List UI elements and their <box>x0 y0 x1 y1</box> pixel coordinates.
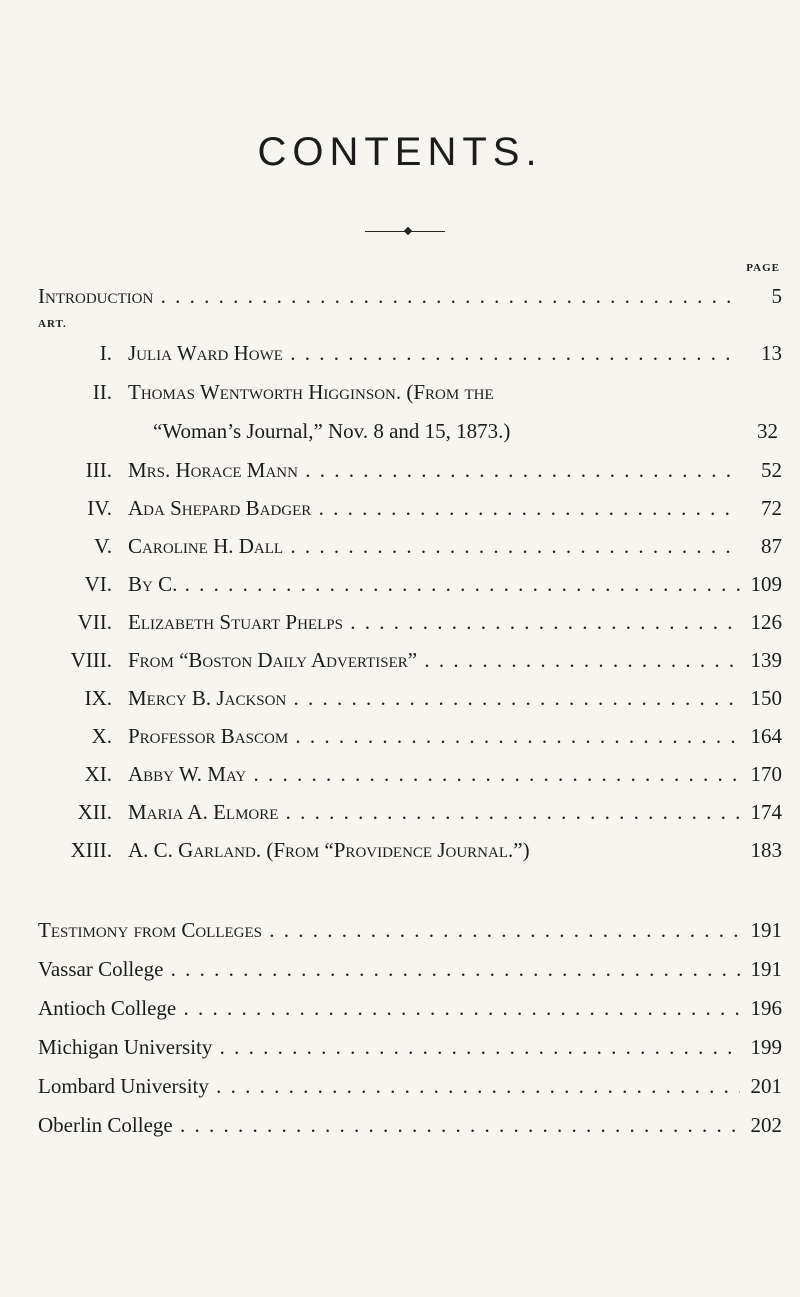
toc-entry-label: Professor Bascom . . . <box>128 718 740 754</box>
toc-entry-label: Maria A. Elmore . . . <box>128 794 740 830</box>
toc-entry <box>0 832 800 868</box>
toc-entry-page: 13 <box>761 341 782 365</box>
toc-entry-label: Elizabeth Stuart Phelps . . . <box>128 604 740 640</box>
toc-entry-number: X. <box>91 724 112 748</box>
toc-entry-number: VIII. <box>70 648 112 672</box>
toc-entry <box>0 680 800 716</box>
toc-entry-label: Mrs. Horace Mann . . . <box>128 452 740 488</box>
toc-entry-page: 191 <box>750 918 782 942</box>
toc-entry-label: Michigan University . . . <box>38 1029 740 1065</box>
toc-entry-label: Abby W. May . . . <box>128 756 740 792</box>
toc-entry-page: 170 <box>750 762 782 786</box>
toc-entry-page: 87 <box>761 534 782 558</box>
toc-entry-page: 150 <box>750 686 782 710</box>
toc-entry-label: Antioch College . . . <box>38 990 740 1026</box>
toc-entry-number: VII. <box>77 610 112 634</box>
toc-entry-number: V. <box>94 534 112 558</box>
toc-entry <box>0 604 800 640</box>
toc-entry <box>0 718 800 754</box>
toc-entry-introduction <box>0 278 800 314</box>
toc-entry-label: Testimony from Colleges . . . <box>38 912 740 948</box>
toc-entry-number: XIII. <box>70 838 112 862</box>
toc-entry-college <box>0 1068 800 1104</box>
toc-entry-label: Thomas Wentworth Higginson. (From the <box>128 380 494 404</box>
toc-entry-label: By C. . . . <box>128 566 740 602</box>
toc-entry-label: Lombard University . . . <box>38 1068 740 1104</box>
toc-entry-number: I. <box>99 341 112 365</box>
toc-entry-college <box>0 951 800 987</box>
toc-entry <box>0 642 800 678</box>
toc-entry <box>0 335 800 371</box>
toc-entry-number: III. <box>85 458 112 482</box>
toc-entry-college <box>0 1029 800 1065</box>
toc-entry-number: XI. <box>84 762 112 786</box>
toc-entry-number: IX. <box>84 686 112 710</box>
toc-entry-number: XII. <box>77 800 112 824</box>
toc-entry-label: Caroline H. Dall . . . <box>128 528 740 564</box>
toc-entry-page: 109 <box>750 572 782 596</box>
toc-entry-label: A. C. Garland. (From “Providence Journal.”) <box>128 838 530 862</box>
toc-entry-testimony <box>0 912 800 948</box>
toc-entry-page: 5 <box>771 284 782 308</box>
toc-entry <box>0 452 800 488</box>
toc-entry <box>0 528 800 564</box>
toc-entry <box>0 794 800 830</box>
toc-entry <box>0 566 800 602</box>
toc-entry-page: 174 <box>750 800 782 824</box>
toc-entry-page: 32 <box>757 419 778 443</box>
toc-entry-page: 183 <box>750 838 782 862</box>
toc-entry-label: Introduction . . . <box>38 278 740 314</box>
toc-entry-college <box>0 990 800 1026</box>
toc-entry-page: 164 <box>750 724 782 748</box>
toc-entry-page: 139 <box>750 648 782 672</box>
article-column-heading: ART. <box>38 318 67 330</box>
toc-entry-page: 72 <box>761 496 782 520</box>
toc-entry-page: 191 <box>750 957 782 981</box>
toc-entry-label: Oberlin College . . . <box>38 1107 740 1143</box>
toc-entry-college <box>0 1107 800 1143</box>
toc-entry-page: 196 <box>750 996 782 1020</box>
ornament-diamond <box>404 227 412 235</box>
toc-entry-page: 202 <box>750 1113 782 1137</box>
toc-entry-number: VI. <box>84 572 112 596</box>
toc-entry-label: Mercy B. Jackson . . . <box>128 680 740 716</box>
toc-entry-page: 199 <box>750 1035 782 1059</box>
toc-entry <box>0 490 800 526</box>
toc-entry <box>0 374 800 410</box>
toc-entry-number: IV. <box>87 496 112 520</box>
toc-entry-label: Vassar College . . . <box>38 951 740 987</box>
toc-entry-label: Julia Ward Howe . . . <box>128 335 740 371</box>
toc-entry-continuation <box>0 413 800 449</box>
toc-entry-page: 52 <box>761 458 782 482</box>
page-title: CONTENTS. <box>257 130 543 174</box>
page-column-heading: PAGE <box>746 262 780 274</box>
toc-entry-page: 201 <box>750 1074 782 1098</box>
toc-entry-number: II. <box>92 380 112 404</box>
toc-entry-label: From “Boston Daily Advertiser” . . . <box>128 642 740 678</box>
toc-entry-label-continuation: “Woman’s Journal,” Nov. 8 and 15, 1873.) <box>153 419 511 443</box>
toc-entry-label: Ada Shepard Badger . . . <box>128 490 740 526</box>
toc-entry <box>0 756 800 792</box>
toc-entry-page: 126 <box>750 610 782 634</box>
